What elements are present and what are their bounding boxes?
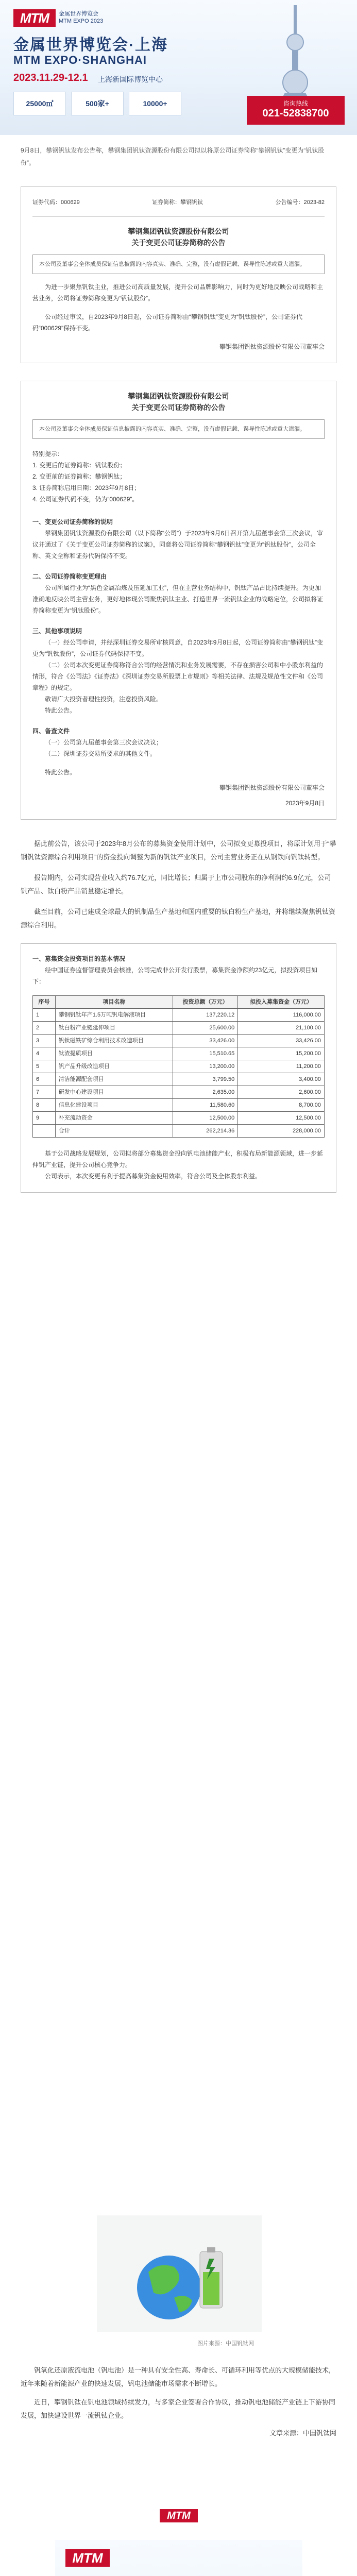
stat-area: 25000㎡ [13,92,66,115]
notice-disclaimer: 本公司及董事会全体成员保证信息披露的内容真实、准确、完整，没有虚假记载、误导性陈述或重大遗漏。 [32,255,325,274]
consult-hotline[interactable] [247,96,345,125]
poster-logo: MTM [65,2549,110,2567]
table-title: 一、募集资金投资项目的基本情况 [32,955,126,962]
after-image-paragraph-1: 钒氧化还原液流电池（钒电池）是一种具有安全性高、寿命长、可循环利用等优点的大规模储能技术，近年来随着新能源产业的快速发展，钒电池储能市场需求不断增长。 [21,2366,336,2387]
mini-mtm-logo: MTM [160,2509,198,2522]
announcement-meta [32,196,325,209]
banner-date: 2023.11.29-12.1 [13,72,88,83]
doc-date: 2023年9月8日 [285,800,325,807]
table-cell: 15,510.65 [173,1047,237,1060]
logo-sub-cn: 金属世界博览会 [59,11,98,17]
tip-item: 4. 公司证券代码不变，仍为“000629”。 [32,496,139,503]
section-3-text-2: （二）公司本次变更证券简称符合公司的经营情况和业务发展需要，不存在损害公司和中小股东利益的情形，符合《公司法》《证券法》《深圳证券交易所股票上市规则》等相关法律、法规及规范性文件和《公司章程》的规定。 [32,662,324,691]
table-cell: 9 [33,1112,56,1125]
consult-phone[interactable]: 021-52838700 [262,108,329,119]
table-cell: 7 [33,1086,56,1099]
consult-label: 咨询热线 [283,100,308,107]
section-1-text: 攀钢集团钒钛资源股份有限公司（以下简称“公司”）于2023年9月6日召开第九届董事会第三次会议，审议并通过了《关于变更公司证券简称的议案》，同意将公司证券简称“攀钢钒钛”变更为“钒钛股份”，公司全称、英文全称和证券代码保持不变。 [32,530,324,560]
pearl-tower-icon [264,5,326,108]
table-total-row [33,1125,325,1138]
stat-visitors: 10000+ [129,92,181,115]
stat-exhibitors: 500家+ [71,92,124,115]
table-cell: 2,600.00 [238,1086,325,1099]
table-cell: 11,200.00 [238,1060,325,1073]
article-paragraph-3: 截至目前，公司已建成全球最大的钒制品生产基地和国内重要的钛白粉生产基地，并将继续聚焦钒钛资源综合利用。 [21,908,336,929]
banner-venue: 上海新国际博览中心 [98,75,163,83]
section-3-title: 三、其他事项说明 [32,628,82,635]
table-header-cell: 项目名称 [55,996,173,1009]
table-row [33,1073,325,1086]
stock-code: 证券代码：000629 [32,199,80,206]
table-cell: 8,700.00 [238,1099,325,1112]
table-cell: 13,200.00 [173,1060,237,1073]
table-cell: 信息化建设项目 [55,1099,173,1112]
table-cell: 钛渣提质项目 [55,1047,173,1060]
intro-text: 9月8日，攀钢钒钛发布公告称，攀钢集团钒钛资源股份有限公司拟以将原公司证券简称“攀钢钒钛”变更为“钒钛股份”。 [21,147,325,166]
tip-item: 3. 证券简称启用日期：2023年9月8日； [32,484,141,492]
after-image-paragraph-2: 近日，攀钢钒钛在钒电池领域持续发力，与多家企业签署合作协议，推动钒电池储能产业链上下游协同发展，加快建设世界一流钒钛企业。 [21,2398,336,2419]
table-row [33,1035,325,1047]
doc-signature: 攀钢集团钒钛资源股份有限公司董事会 [219,784,325,791]
table-cell: 2 [33,1022,56,1035]
banner-stats [13,92,181,115]
table-cell: 钛白粉产业链延伸项目 [55,1022,173,1035]
closing-text: 特此公告。 [45,769,76,776]
article-paragraph-1: 据此前公告，该公司于2023年8月公布的募集资金使用计划中，公司拟变更募投项目，将原计划用于“攀钢钒钛资源综合利用项目”的资金投向调整为新的钒钛产业项目，公司主营业务正在从钢铁向钒钛转型。 [21,840,336,861]
section-5-item: （一）公司第九届董事会第三次会议决议； [45,739,163,746]
table-cell: 2,635.00 [173,1086,237,1099]
table-cell: 研发中心建设项目 [55,1086,173,1099]
table-cell: 33,426.00 [173,1035,237,1047]
table-row [33,1009,325,1022]
table-cell: 攀钢钒钛年产1.5万吨钒电解液项目 [55,1009,173,1022]
table-row [33,1112,325,1125]
table-cell: 补充流动资金 [55,1112,173,1125]
section-2-text: 公司所属行业为“黑色金属冶炼及压延加工业”，但在主营业务结构中，钒钛产品占比持续提升。为更加准确地反映公司主营业务，更好地体现公司聚焦钒钛主业、打造世界一流钒钛企业的战略定位，公司拟将证券简称变更为“钒钛股份”。 [32,584,324,614]
notice-paragraph-1: 为进一步聚焦钒钛主业，推进公司高质量发展，提升公司品牌影响力，同时为更好地反映公司战略和主营业务，公司将证券简称变更为“钒钛股份”。 [32,283,324,302]
doc-disclaimer: 本公司及董事会全体成员保证信息披露的内容真实、准确、完整，没有虚假记载、误导性陈述或重大遗漏。 [32,419,325,439]
mtm-logo: MTM [13,9,56,27]
table-cell: 12,500.00 [173,1112,237,1125]
tip-item: 2. 变更前的证券简称：攀钢钒钛； [32,473,126,480]
table-cell: 262,214.36 [173,1125,237,1138]
logo-sub-en: MTM EXPO 2023 [59,18,104,24]
table-header-row [33,996,325,1009]
section-3-text-1: （一）经公司申请，并经深圳证券交易所审核同意，自2023年9月8日起，公司证券简称由“攀钢钒钛”变更为“钒钛股份”，公司证券代码保持不变。 [32,639,324,657]
table-cell: 1 [33,1009,56,1022]
table-cell: 116,000.00 [238,1009,325,1022]
table-after-paragraph-2: 公司表示，本次变更有利于提高募集资金使用效率，符合公司及全体股东利益。 [45,1173,262,1180]
table-after-paragraph-1: 基于公司战略发展规划，公司拟将部分募集资金投向钒电池储能产业，积极布局新能源领域，进一步延伸钒产业链，提升公司核心竞争力。 [32,1150,324,1168]
fund-table [32,995,325,1138]
tips-title: 特别提示： [32,450,64,457]
table-cell: 33,426.00 [238,1035,325,1047]
section-1-title: 一、变更公司证券简称的说明 [32,518,113,526]
image-caption: 图片来源：中国钒钛网 [197,2341,254,2347]
announcement-full [21,381,336,820]
table-cell: 3,799.50 [173,1073,237,1086]
table-cell: 5 [33,1060,56,1073]
table-intro: 经中国证券监督管理委员会核准，公司完成非公开发行股票，募集资金净额约23亿元，拟投资项目如下： [32,967,318,985]
table-row [33,1047,325,1060]
table-cell: 137,220.12 [173,1009,237,1022]
table-cell: 228,000.00 [238,1125,325,1138]
stock-abbr: 证券简称：攀钢钒钛 [152,199,203,206]
doc-company: 攀钢集团钒钛资源股份有限公司 [128,392,229,400]
expo-poster[interactable] [55,2540,302,2576]
table-cell: 3,400.00 [238,1073,325,1086]
table-row [33,1099,325,1112]
battery-globe-illustration [97,2215,262,2332]
table-header-cell: 序号 [33,996,56,1009]
section-4-text: 特此公告。 [45,707,76,714]
after-image-text [0,2354,357,2440]
logo-subtitle [59,10,103,25]
banner-title-cn: 金属世界博览会·上海 [13,37,168,54]
table-cell: 合计 [55,1125,173,1138]
article-content [0,135,357,1193]
article-paragraph-2: 报告期内，公司实现营业收入约76.7亿元，同比增长；归属于上市公司股东的净利润约6.9亿元，公司钒产品、钛白粉产品销量稳定增长。 [21,874,331,895]
fund-table-block [21,943,336,1193]
notice-paragraph-2: 公司经过审议，自2023年9月8日起，公司证券简称由“攀钢钒钛”变更为“钒钛股份”，公司证券代码“000629”保持不变。 [32,313,303,332]
notice-subject: 关于变更公司证券简称的公告 [131,239,226,247]
notice-company: 攀钢集团钒钛资源股份有限公司 [128,227,229,235]
table-cell [33,1125,56,1138]
announcement-no: 公告编号：2023-82 [275,199,325,206]
table-cell: 6 [33,1073,56,1086]
table-row [33,1022,325,1035]
table-row [33,1086,325,1099]
table-cell: 11,580.60 [173,1099,237,1112]
table-row [33,1060,325,1073]
table-cell: 3 [33,1035,56,1047]
section-5-item: （二）深圳证券交易所要求的其他文件。 [45,750,157,757]
table-cell: 25,600.00 [173,1022,237,1035]
announcement-summary [21,187,336,363]
table-cell: 钒钛磁铁矿综合利用技术改造项目 [55,1035,173,1047]
table-cell: 8 [33,1099,56,1112]
article-body [21,837,336,1193]
table-cell: 钒产品升级改造项目 [55,1060,173,1073]
article-source: 文章来源：中国钒钛网 [269,2429,336,2437]
table-cell: 15,200.00 [238,1047,325,1060]
table-header-cell: 投资总额（万元） [173,996,237,1009]
tip-item: 1. 变更后的证券简称：钒钛股份； [32,462,126,469]
doc-subject: 关于变更公司证券简称的公告 [131,403,226,412]
table-cell: 清洁能源配套项目 [55,1073,173,1086]
section-2-title: 二、公司证券简称变更理由 [32,573,107,580]
table-header-cell: 拟投入募集资金（万元） [238,996,325,1009]
section-3-text-3: 敬请广大投资者理性投资，注意投资风险。 [45,696,163,703]
poster-title-cn [65,2572,181,2576]
table-cell: 4 [33,1047,56,1060]
table-cell: 12,500.00 [238,1112,325,1125]
special-tips [32,448,325,505]
expo-banner[interactable] [0,0,357,135]
notice-signature: 攀钢集团钒钛资源股份有限公司董事会 [219,343,325,350]
banner-title-en: MTM EXPO·SHANGHAI [13,54,147,66]
table-cell: 21,100.00 [238,1022,325,1035]
section-5-title: 四、备查文件 [32,727,70,735]
